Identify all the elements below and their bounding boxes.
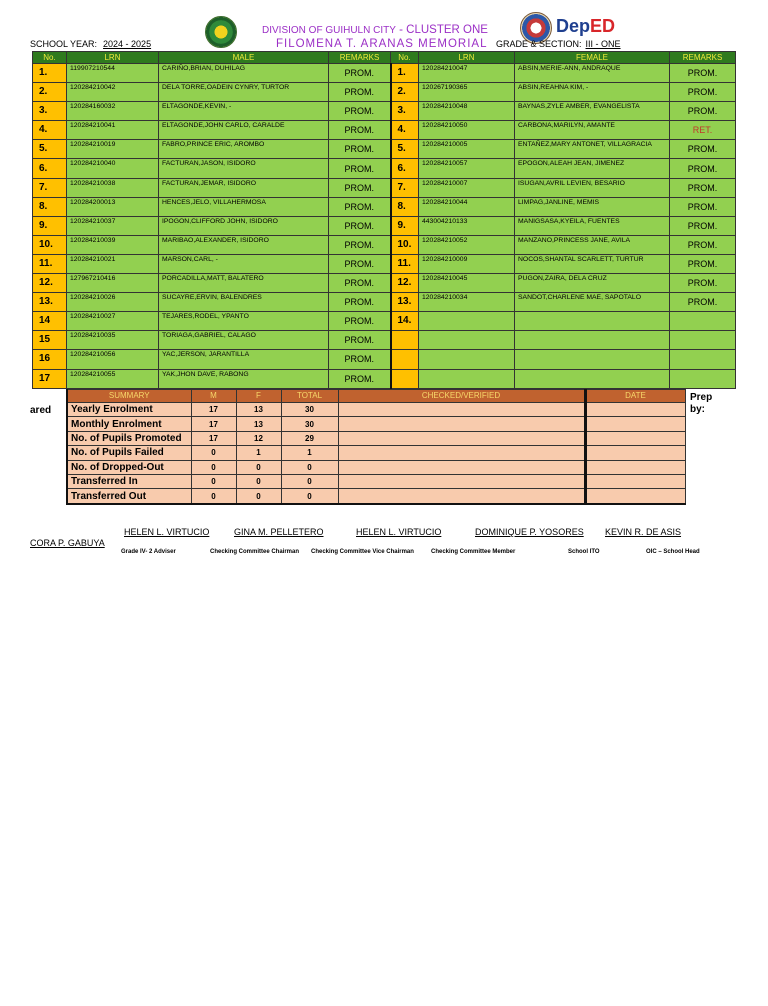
signatory-role: Checking Committee Member [431,549,516,555]
male-no: 16 [33,350,67,369]
col-m: M [191,390,236,403]
summary-f: 1 [236,446,281,460]
table-row [33,293,736,312]
prepared-fragment: ared [30,405,52,416]
col-f: F [236,390,281,403]
male-name: YAC,JERSON, JARANTILLA [159,350,329,369]
male-remarks: PROM. [329,312,391,331]
col-date: DATE [585,390,685,403]
signatory-name: HELEN L. VIRTUCIO [356,527,442,537]
signatory-cora: CORA P. GABUYA [30,538,105,548]
female-remarks: PROM. [670,274,736,293]
female-name: MANZANO,PRINCESS JANE, AVILA [515,235,670,254]
female-remarks: PROM. [670,254,736,273]
male-lrn: 120284210038 [67,178,159,197]
male-no: 12. [33,274,67,293]
signatory-name: HELEN L. VIRTUCIO [124,527,210,537]
male-no: 13. [33,293,67,312]
female-remarks: PROM. [670,159,736,178]
male-name: MARSON,CARL, - [159,254,329,273]
summary-label: Yearly Enrolment [67,403,191,417]
male-remarks: PROM. [329,197,391,216]
table-row [33,350,736,369]
female-remarks: PROM. [670,140,736,159]
female-lrn: 120284210048 [419,102,515,121]
female-lrn: 120284210005 [419,140,515,159]
female-remarks: RET. [670,121,736,140]
male-name: CARIÑO,BRIAN, DUHILAG [159,64,329,83]
female-lrn: 443004210133 [419,216,515,235]
col-lrn-male: LRN [67,52,159,64]
female-lrn: 120284210050 [419,121,515,140]
summary-total: 0 [281,489,338,504]
summary-date [585,460,685,474]
summary-date [585,417,685,431]
male-remarks: PROM. [329,64,391,83]
female-name: LIMPAG,JANLINE, MEMIS [515,197,670,216]
male-lrn: 120284200013 [67,197,159,216]
male-lrn: 120284210027 [67,312,159,331]
female-remarks: PROM. [670,178,736,197]
table-row [33,254,736,273]
male-no: 9. [33,216,67,235]
male-lrn: 120284210019 [67,140,159,159]
female-no: 10. [391,235,419,254]
male-name: ELTAGONDE,JOHN CARLO, CARALDE [159,121,329,140]
male-no: 4. [33,121,67,140]
male-name: HENCES,JELO, VILLAHERMOSA [159,197,329,216]
table-row [33,369,736,388]
female-name: SANDOT,CHARLENE MAE, SAPOTALO [515,293,670,312]
male-lrn: 120284210026 [67,293,159,312]
male-lrn: 120284210056 [67,350,159,369]
summary-row [67,403,685,417]
summary-f: 0 [236,474,281,488]
female-remarks: PROM. [670,293,736,312]
male-remarks: PROM. [329,121,391,140]
summary-f: 0 [236,489,281,504]
summary-total: 1 [281,446,338,460]
male-no: 11. [33,254,67,273]
summary-date [585,489,685,504]
summary-date [585,474,685,488]
male-lrn: 120284210040 [67,159,159,178]
female-no: 11. [391,254,419,273]
male-name: MARIBAO,ALEXANDER, ISIDORO [159,235,329,254]
female-remarks: PROM. [670,216,736,235]
female-no: 12. [391,274,419,293]
col-total: TOTAL [281,390,338,403]
summary-checked [338,489,585,504]
summary-total: 0 [281,460,338,474]
male-name: SUCAYRE,ERVIN, BALENDRES [159,293,329,312]
male-remarks: PROM. [329,216,391,235]
male-remarks: PROM. [329,159,391,178]
signatory-role: Checking Committee Vice Chairman [311,549,414,555]
male-lrn: 120284210039 [67,235,159,254]
summary-m: 17 [191,417,236,431]
female-name: EPOGON,ALEAH JEAN, JIMENEZ [515,159,670,178]
female-name: ABSIN,MERIE-ANN, ANDRAQUE [515,64,670,83]
female-lrn: 120284210009 [419,254,515,273]
female-no: 2. [391,83,419,102]
female-name: ISUGAN,AVRIL LEVIEN, BESARIO [515,178,670,197]
summary-label: Transferred Out [67,489,191,504]
female-remarks: PROM. [670,64,736,83]
female-name: BAYNAS,ZYLE AMBER, EVANGELISTA [515,102,670,121]
male-remarks: PROM. [329,235,391,254]
summary-checked [338,403,585,417]
female-lrn: 120284210044 [419,197,515,216]
female-lrn: 120267190365 [419,83,515,102]
male-lrn: 120284210055 [67,369,159,388]
male-name: FACTURAN,JASON, ISIDORO [159,159,329,178]
female-no: 13. [391,293,419,312]
col-no-male: No. [33,52,67,64]
table-row [33,274,736,293]
female-no: 5. [391,140,419,159]
male-no: 14 [33,312,67,331]
table-row [33,83,736,102]
male-remarks: PROM. [329,369,391,388]
male-remarks: PROM. [329,254,391,273]
summary-row [67,489,685,504]
female-name [515,350,670,369]
signatory-role: OIC – School Head [646,549,700,555]
table-row [33,159,736,178]
signatory-name: GINA M. PELLETERO [234,527,324,537]
male-lrn: 127967210416 [67,274,159,293]
female-no: 7. [391,178,419,197]
female-no: 6. [391,159,419,178]
female-name [515,312,670,331]
male-lrn: 120284210021 [67,254,159,273]
col-female: FEMALE [515,52,670,64]
female-remarks [670,369,736,388]
signatory-role: Checking Committee Chairman [210,549,300,555]
female-lrn: 120284210007 [419,178,515,197]
female-name: ABSIN,REAHNA KIM, - [515,83,670,102]
col-no-female: No. [391,52,419,64]
male-remarks: PROM. [329,350,391,369]
summary-f: 0 [236,460,281,474]
summary-label: No. of Pupils Promoted [67,431,191,445]
table-row [33,140,736,159]
female-name: ENTAÑEZ,MARY ANTONET, VILLAGRACIA [515,140,670,159]
male-lrn: 120284210037 [67,216,159,235]
school-year: SCHOOL YEAR: 2024 - 2025 [30,39,152,49]
female-name: MANIGSASA,KYEILA, FUENTES [515,216,670,235]
summary-f: 12 [236,431,281,445]
col-male: MALE [159,52,329,64]
division-title: DIVISION OF GUIHULN CITY - CLUSTER ONE [262,24,488,36]
male-remarks: PROM. [329,140,391,159]
female-no: 4. [391,121,419,140]
male-remarks: PROM. [329,178,391,197]
signatory-name: KEVIN R. DE ASIS [605,527,682,537]
signatory-role: School ITO [568,549,600,555]
female-lrn: 120284210034 [419,293,515,312]
female-lrn: 120284210045 [419,274,515,293]
table-row [33,178,736,197]
female-lrn [419,331,515,350]
prepared-by-label: Prep by: [690,392,713,415]
female-no [391,350,419,369]
male-name: YAK,JHON DAVE, RABONG [159,369,329,388]
summary-m: 17 [191,431,236,445]
female-no: 1. [391,64,419,83]
female-lrn: 120284210047 [419,64,515,83]
female-no: 14. [391,312,419,331]
female-lrn [419,369,515,388]
summary-total: 0 [281,474,338,488]
col-lrn-female: LRN [419,52,515,64]
table-row [33,312,736,331]
female-no: 8. [391,197,419,216]
summary-header-row [67,390,685,403]
male-no: 17 [33,369,67,388]
summary-m: 0 [191,460,236,474]
female-remarks: PROM. [670,197,736,216]
female-remarks [670,312,736,331]
female-name [515,331,670,350]
summary-label: No. of Dropped-Out [67,460,191,474]
table-row [33,216,736,235]
summary-row [67,417,685,431]
male-no: 7. [33,178,67,197]
male-name: DELA TORRE,OADEIN CYNRY, TURTOR [159,83,329,102]
male-remarks: PROM. [329,83,391,102]
male-name: FABRO,PRINCE ERIC, AROMBO [159,140,329,159]
male-lrn: 120284210041 [67,121,159,140]
female-remarks: PROM. [670,83,736,102]
female-remarks: PROM. [670,102,736,121]
male-no: 8. [33,197,67,216]
deped-logo: DepED [556,16,616,36]
col-remarks-female: REMARKS [670,52,736,64]
grade-section: GRADE & SECTION: III - ONE [496,39,621,49]
male-no: 3. [33,102,67,121]
division-seal-icon [205,16,237,48]
summary-f: 13 [236,403,281,417]
summary-table [66,389,686,505]
male-remarks: PROM. [329,102,391,121]
summary-date [585,446,685,460]
female-name: CARBONA,MARILYN, AMANTE [515,121,670,140]
female-name: PUGON,ZAIRA, DELA CRUZ [515,274,670,293]
summary-row [67,431,685,445]
male-no: 1. [33,64,67,83]
table-row [33,235,736,254]
table-row [33,121,736,140]
female-no [391,369,419,388]
male-name: TORIAGA,GABRIEL, CALAGO [159,331,329,350]
male-remarks: PROM. [329,331,391,350]
male-name: FACTURAN,JEMAR, ISIDORO [159,178,329,197]
female-lrn: 120284210052 [419,235,515,254]
summary-row [67,446,685,460]
signatory-role: Grade IV- 2 Adviser [121,549,176,555]
signatory-name: DOMINIQUE P. YOSORES [475,527,584,537]
summary-m: 0 [191,474,236,488]
male-no: 5. [33,140,67,159]
school-name: FILOMENA T. ARANAS MEMORIAL [276,38,488,50]
summary-checked [338,474,585,488]
male-lrn: 120284210035 [67,331,159,350]
summary-row [67,460,685,474]
male-name: TEJARES,RODEL, YPANTO [159,312,329,331]
table-row [33,331,736,350]
summary-row [67,474,685,488]
female-no: 9. [391,216,419,235]
male-lrn: 120284210042 [67,83,159,102]
female-lrn [419,312,515,331]
table-row [33,102,736,121]
table-row [33,64,736,83]
summary-label: Transferred In [67,474,191,488]
col-summary: SUMMARY [67,390,191,403]
summary-checked [338,417,585,431]
summary-m: 17 [191,403,236,417]
male-no: 2. [33,83,67,102]
col-remarks-male: REMARKS [329,52,391,64]
female-remarks [670,331,736,350]
summary-date [585,403,685,417]
summary-total: 30 [281,403,338,417]
male-name: PORCADILLA,MATT, BALATERO [159,274,329,293]
summary-checked [338,460,585,474]
summary-label: No. of Pupils Failed [67,446,191,460]
female-remarks: PROM. [670,235,736,254]
female-no: 3. [391,102,419,121]
summary-checked [338,446,585,460]
summary-m: 0 [191,446,236,460]
female-lrn: 120284210057 [419,159,515,178]
summary-m: 0 [191,489,236,504]
male-lrn: 119907210544 [67,64,159,83]
male-lrn: 120284160032 [67,102,159,121]
female-remarks [670,350,736,369]
female-lrn [419,350,515,369]
male-remarks: PROM. [329,293,391,312]
male-no: 15 [33,331,67,350]
roster-table [32,51,736,389]
summary-total: 30 [281,417,338,431]
male-no: 10. [33,235,67,254]
roster-header-row [33,52,736,64]
female-no [391,331,419,350]
male-no: 6. [33,159,67,178]
female-name [515,369,670,388]
male-name: ELTAGONDE,KEVIN, - [159,102,329,121]
summary-checked [338,431,585,445]
summary-total: 29 [281,431,338,445]
male-remarks: PROM. [329,274,391,293]
summary-f: 13 [236,417,281,431]
summary-label: Monthly Enrolment [67,417,191,431]
summary-date [585,431,685,445]
male-name: IPOGON,CLIFFORD JOHN, ISIDORO [159,216,329,235]
col-checked: CHECKED/VERIFIED [338,390,585,403]
table-row [33,197,736,216]
female-name: NOCOS,SHANTAL SCARLETT, TURTUR [515,254,670,273]
